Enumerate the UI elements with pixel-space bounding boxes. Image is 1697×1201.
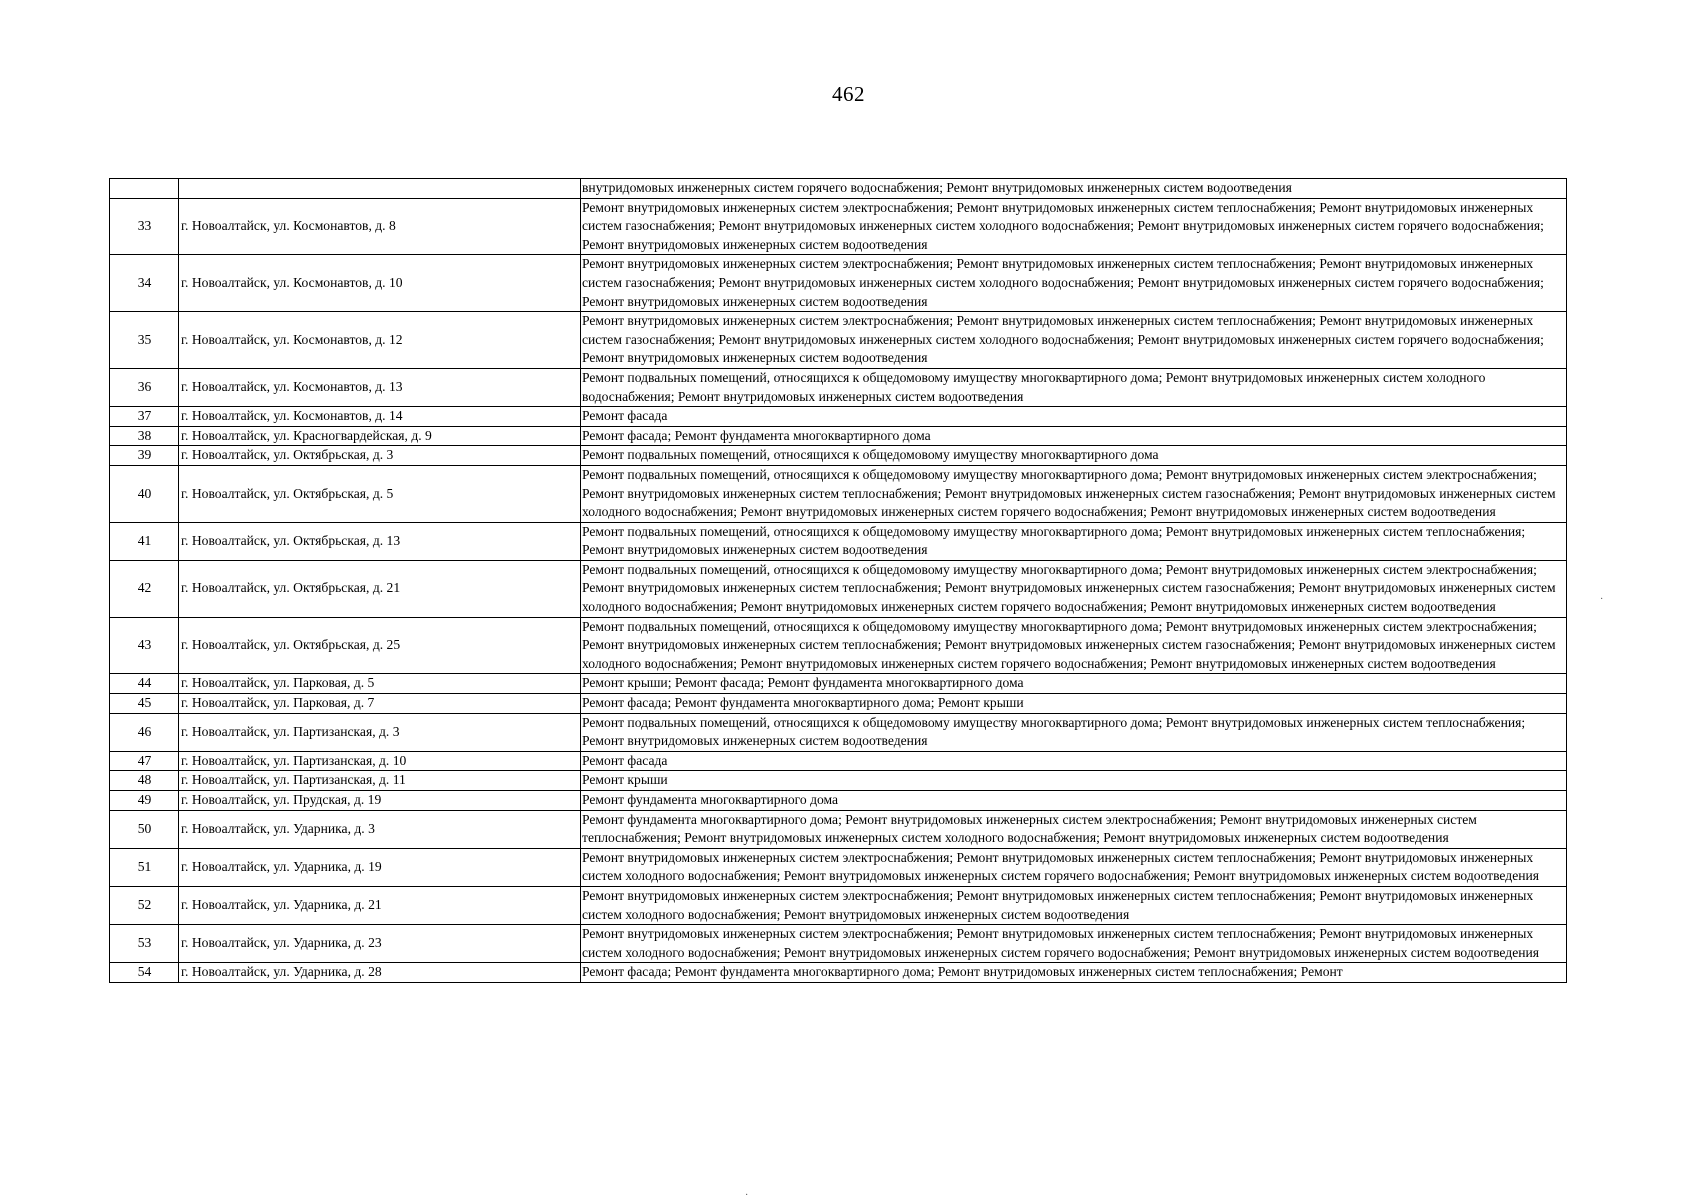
address-cell: г. Новоалтайск, ул. Космонавтов, д. 13 — [179, 368, 581, 406]
table-row — [110, 560, 1567, 617]
row-number-cell: 38 — [110, 426, 179, 446]
address-cell: г. Новоалтайск, ул. Парковая, д. 7 — [179, 694, 581, 714]
table-row — [110, 407, 1567, 427]
table-row — [110, 465, 1567, 522]
works-cell: Ремонт внутридомовых инженерных систем электроснабжения; Ремонт внутридомовых инженерных систем теплоснабжения; Ремонт внутридомовых инженерных систем газоснабжения; Ремонт внутридомовых инженерных систем холодного водоснабжения; Ремонт внутридомовых инженерных систем горячего водоснабжения; Ремонт внутридомовых инженерных систем водоотведения — [581, 255, 1567, 312]
table-row — [110, 963, 1567, 983]
scan-speck: · — [745, 1190, 749, 1201]
works-cell: Ремонт фундамента многоквартирного дома; Ремонт внутридомовых инженерных систем электроснабжения; Ремонт внутридомовых инженерных систем теплоснабжения; Ремонт внутридомовых инженерных систем холодного водоснабжения; Ремонт внутридомовых инженерных систем водоотведения — [581, 810, 1567, 848]
table-row — [110, 312, 1567, 369]
address-cell: г. Новоалтайск, ул. Космонавтов, д. 12 — [179, 312, 581, 369]
works-cell: Ремонт внутридомовых инженерных систем электроснабжения; Ремонт внутридомовых инженерных систем теплоснабжения; Ремонт внутридомовых инженерных систем газоснабжения; Ремонт внутридомовых инженерных систем холодного водоснабжения; Ремонт внутридомовых инженерных систем горячего водоснабжения; Ремонт внутридомовых инженерных систем водоотведения — [581, 198, 1567, 255]
row-number-cell: 42 — [110, 560, 179, 617]
row-number-cell: 33 — [110, 198, 179, 255]
works-cell: Ремонт внутридомовых инженерных систем электроснабжения; Ремонт внутридомовых инженерных систем теплоснабжения; Ремонт внутридомовых инженерных систем холодного водоснабжения; Ремонт внутридомовых инженерных систем горячего водоснабжения; Ремонт внутридомовых инженерных систем водоотведения — [581, 925, 1567, 963]
works-cell: Ремонт внутридомовых инженерных систем электроснабжения; Ремонт внутридомовых инженерных систем теплоснабжения; Ремонт внутридомовых инженерных систем холодного водоснабжения; Ремонт внутридомовых инженерных систем водоотведения — [581, 886, 1567, 924]
address-cell: г. Новоалтайск, ул. Ударника, д. 19 — [179, 848, 581, 886]
works-cell: Ремонт подвальных помещений, относящихся к общедомовому имуществу многоквартирного дома; Ремонт внутридомовых инженерных систем электроснабжения; Ремонт внутридомовых инженерных систем теплоснабжения; Ремонт внутридомовых инженерных систем газоснабжения; Ремонт внутридомовых инженерных систем холодного водоснабжения; Ремонт внутридомовых инженерных систем горячего водоснабжения; Ремонт внутридомовых инженерных систем водоотведения — [581, 560, 1567, 617]
address-cell: г. Новоалтайск, ул. Прудская, д. 19 — [179, 791, 581, 811]
row-number-cell: 39 — [110, 446, 179, 466]
table-row — [110, 674, 1567, 694]
address-cell: г. Новоалтайск, ул. Партизанская, д. 3 — [179, 713, 581, 751]
row-number-cell: 35 — [110, 312, 179, 369]
works-cell: Ремонт крыши; Ремонт фасада; Ремонт фундамента многоквартирного дома — [581, 674, 1567, 694]
table-row — [110, 694, 1567, 714]
address-cell: г. Новоалтайск, ул. Космонавтов, д. 8 — [179, 198, 581, 255]
address-cell: г. Новоалтайск, ул. Ударника, д. 21 — [179, 886, 581, 924]
table-row — [110, 368, 1567, 406]
works-cell: Ремонт подвальных помещений, относящихся к общедомовому имуществу многоквартирного дома; Ремонт внутридомовых инженерных систем холодного водоснабжения; Ремонт внутридомовых инженерных систем водоотведения — [581, 368, 1567, 406]
table-row — [110, 810, 1567, 848]
table-row — [110, 617, 1567, 674]
address-cell: г. Новоалтайск, ул. Октябрьская, д. 21 — [179, 560, 581, 617]
row-number-cell: 52 — [110, 886, 179, 924]
row-number-cell — [110, 179, 179, 199]
row-number-cell: 50 — [110, 810, 179, 848]
row-number-cell: 40 — [110, 465, 179, 522]
row-number-cell: 53 — [110, 925, 179, 963]
scan-speck: · — [1600, 594, 1604, 605]
row-number-cell: 34 — [110, 255, 179, 312]
works-cell: Ремонт крыши — [581, 771, 1567, 791]
row-number-cell: 45 — [110, 694, 179, 714]
works-cell: Ремонт фундамента многоквартирного дома — [581, 791, 1567, 811]
page-number: 462 — [832, 82, 865, 106]
row-number-cell: 51 — [110, 848, 179, 886]
table-row — [110, 713, 1567, 751]
works-cell: Ремонт внутридомовых инженерных систем электроснабжения; Ремонт внутридомовых инженерных систем теплоснабжения; Ремонт внутридомовых инженерных систем газоснабжения; Ремонт внутридомовых инженерных систем холодного водоснабжения; Ремонт внутридомовых инженерных систем горячего водоснабжения; Ремонт внутридомовых инженерных систем водоотведения — [581, 312, 1567, 369]
works-cell: Ремонт подвальных помещений, относящихся к общедомовому имуществу многоквартирного дома; Ремонт внутридомовых инженерных систем теплоснабжения; Ремонт внутридомовых инженерных систем водоотведения — [581, 713, 1567, 751]
address-cell: г. Новоалтайск, ул. Космонавтов, д. 14 — [179, 407, 581, 427]
table-row — [110, 791, 1567, 811]
table-row — [110, 522, 1567, 560]
works-cell: внутридомовых инженерных систем горячего водоснабжения; Ремонт внутридомовых инженерных систем водоотведения — [581, 179, 1567, 199]
address-cell: г. Новоалтайск, ул. Красногвардейская, д. 9 — [179, 426, 581, 446]
address-cell: г. Новоалтайск, ул. Ударника, д. 28 — [179, 963, 581, 983]
address-cell: г. Новоалтайск, ул. Ударника, д. 23 — [179, 925, 581, 963]
row-number-cell: 44 — [110, 674, 179, 694]
row-number-cell: 46 — [110, 713, 179, 751]
works-cell: Ремонт фасада; Ремонт фундамента многоквартирного дома; Ремонт внутридомовых инженерных систем теплоснабжения; Ремонт — [581, 963, 1567, 983]
works-cell: Ремонт подвальных помещений, относящихся к общедомовому имуществу многоквартирного дома; Ремонт внутридомовых инженерных систем теплоснабжения; Ремонт внутридомовых инженерных систем водоотведения — [581, 522, 1567, 560]
works-cell: Ремонт подвальных помещений, относящихся к общедомовому имуществу многоквартирного дома; Ремонт внутридомовых инженерных систем электроснабжения; Ремонт внутридомовых инженерных систем теплоснабжения; Ремонт внутридомовых инженерных систем газоснабжения; Ремонт внутридомовых инженерных систем холодного водоснабжения; Ремонт внутридомовых инженерных систем горячего водоснабжения; Ремонт внутридомовых инженерных систем водоотведения — [581, 617, 1567, 674]
table-row — [110, 925, 1567, 963]
repair-works-table — [109, 178, 1567, 983]
table-row — [110, 198, 1567, 255]
row-number-cell: 37 — [110, 407, 179, 427]
row-number-cell: 48 — [110, 771, 179, 791]
table-row — [110, 751, 1567, 771]
row-number-cell: 49 — [110, 791, 179, 811]
row-number-cell: 41 — [110, 522, 179, 560]
address-cell: г. Новоалтайск, ул. Космонавтов, д. 10 — [179, 255, 581, 312]
table-body — [110, 179, 1567, 983]
address-cell: г. Новоалтайск, ул. Октябрьская, д. 25 — [179, 617, 581, 674]
works-cell: Ремонт подвальных помещений, относящихся к общедомовому имуществу многоквартирного дома; Ремонт внутридомовых инженерных систем электроснабжения; Ремонт внутридомовых инженерных систем теплоснабжения; Ремонт внутридомовых инженерных систем газоснабжения; Ремонт внутридомовых инженерных систем холодного водоснабжения; Ремонт внутридомовых инженерных систем горячего водоснабжения; Ремонт внутридомовых инженерных систем водоотведения — [581, 465, 1567, 522]
table-row — [110, 426, 1567, 446]
table-row — [110, 886, 1567, 924]
works-cell: Ремонт внутридомовых инженерных систем электроснабжения; Ремонт внутридомовых инженерных систем теплоснабжения; Ремонт внутридомовых инженерных систем холодного водоснабжения; Ремонт внутридомовых инженерных систем горячего водоснабжения; Ремонт внутридомовых инженерных систем водоотведения — [581, 848, 1567, 886]
table-row — [110, 446, 1567, 466]
table-row — [110, 255, 1567, 312]
works-cell: Ремонт фасада; Ремонт фундамента многоквартирного дома; Ремонт крыши — [581, 694, 1567, 714]
address-cell: г. Новоалтайск, ул. Партизанская, д. 10 — [179, 751, 581, 771]
works-cell: Ремонт подвальных помещений, относящихся к общедомовому имуществу многоквартирного дома — [581, 446, 1567, 466]
address-cell: г. Новоалтайск, ул. Октябрьская, д. 3 — [179, 446, 581, 466]
works-cell: Ремонт фасада — [581, 751, 1567, 771]
address-cell: г. Новоалтайск, ул. Парковая, д. 5 — [179, 674, 581, 694]
row-number-cell: 43 — [110, 617, 179, 674]
row-number-cell: 54 — [110, 963, 179, 983]
address-cell — [179, 179, 581, 199]
table-row — [110, 179, 1567, 199]
table-row — [110, 848, 1567, 886]
address-cell: г. Новоалтайск, ул. Партизанская, д. 11 — [179, 771, 581, 791]
address-cell: г. Новоалтайск, ул. Ударника, д. 3 — [179, 810, 581, 848]
address-cell: г. Новоалтайск, ул. Октябрьская, д. 5 — [179, 465, 581, 522]
row-number-cell: 47 — [110, 751, 179, 771]
row-number-cell: 36 — [110, 368, 179, 406]
works-cell: Ремонт фасада; Ремонт фундамента многоквартирного дома — [581, 426, 1567, 446]
table-row — [110, 771, 1567, 791]
address-cell: г. Новоалтайск, ул. Октябрьская, д. 13 — [179, 522, 581, 560]
works-cell: Ремонт фасада — [581, 407, 1567, 427]
